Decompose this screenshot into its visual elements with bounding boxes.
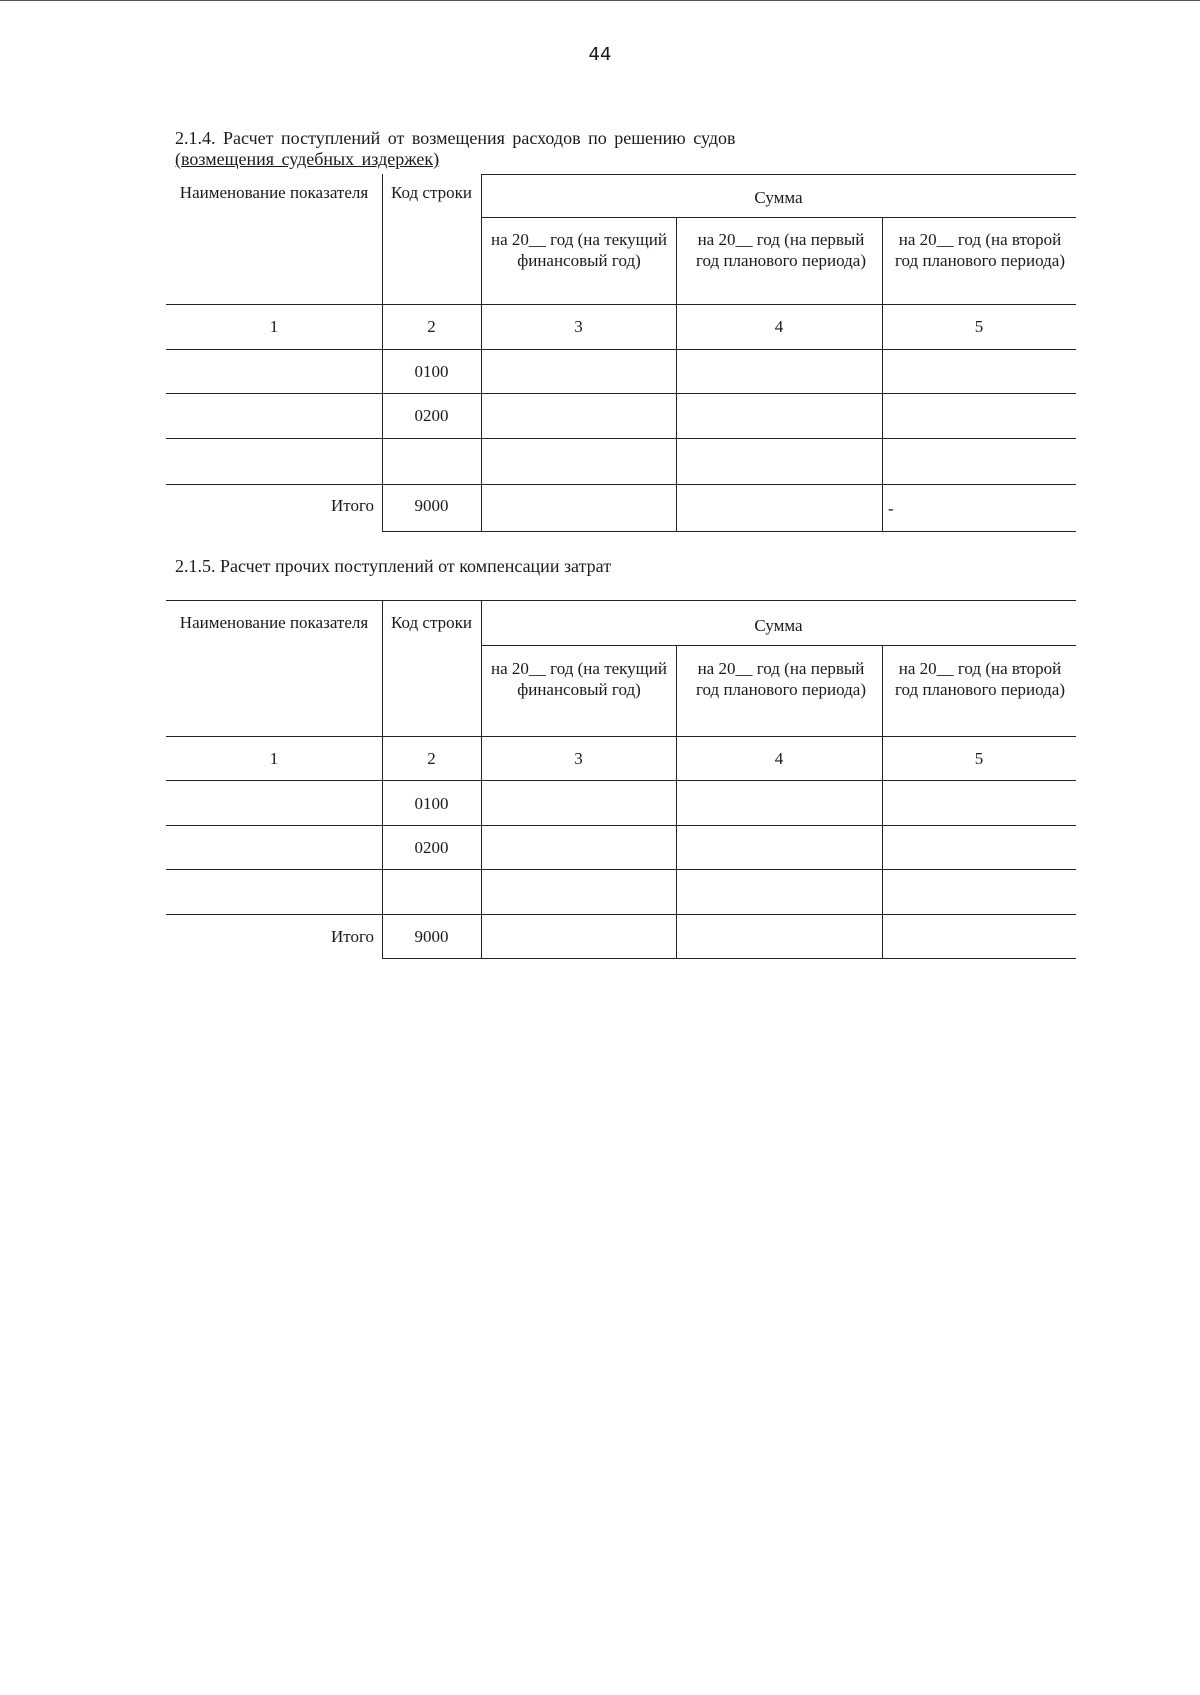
column-number: 4	[774, 749, 784, 768]
column-number: 5	[974, 317, 984, 336]
total-row-label: Итого	[330, 496, 374, 515]
column-number: 1	[269, 317, 279, 336]
column-number: 1	[269, 749, 279, 768]
total-row-label: Итого	[330, 927, 374, 946]
section-title-2-1-5: 2.1.5. Расчет прочих поступлений от компенсации затрат	[175, 556, 612, 576]
column-number: 2	[427, 317, 436, 336]
section-title-line1: 2.1.4. Расчет поступлений от возмещения расходов по решению судов	[175, 128, 736, 148]
section-title-line2: (возмещения судебных издержек)	[175, 149, 440, 169]
header-line-code: Код строки	[391, 613, 472, 632]
column-number: 3	[574, 749, 583, 768]
column-number: 2	[427, 749, 436, 768]
header-year-first-plan: на 20__ год (на первый год планового периода)	[696, 230, 866, 270]
header-indicator-name: Наименование показателя	[179, 183, 369, 202]
revenue-table-other	[166, 600, 1076, 960]
header-year-current: на 20__ год (на текущий финансовый год)	[491, 659, 667, 699]
header-year-current: на 20__ год (на текущий финансовый год)	[491, 230, 667, 270]
header-line-code: Код строки	[391, 183, 472, 202]
header-sum: Сумма	[754, 616, 803, 635]
row-code: 0100	[414, 362, 449, 381]
total-row-code: 9000	[414, 496, 449, 515]
header-indicator-name: Наименование показателя	[179, 613, 369, 632]
section-title-2-1-4	[175, 128, 736, 170]
header-year-first-plan: на 20__ год (на первый год планового периода)	[696, 659, 866, 699]
column-number: 3	[574, 317, 583, 336]
page-number: 44	[588, 44, 612, 65]
column-number: 4	[774, 317, 784, 336]
row-code: 0200	[414, 406, 449, 425]
page-top-edge	[0, 0, 1200, 1]
row-code: 0100	[414, 794, 449, 813]
header-sum: Сумма	[754, 188, 803, 207]
column-number: 5	[974, 749, 984, 768]
header-year-second-plan: на 20__ год (на второй год планового периода)	[895, 659, 1065, 699]
total-row-code: 9000	[414, 927, 449, 946]
revenue-table-court	[166, 174, 1076, 534]
row-code: 0200	[414, 838, 449, 857]
total-second-plan-value: -	[888, 499, 894, 518]
header-year-second-plan: на 20__ год (на второй год планового периода)	[895, 230, 1065, 270]
